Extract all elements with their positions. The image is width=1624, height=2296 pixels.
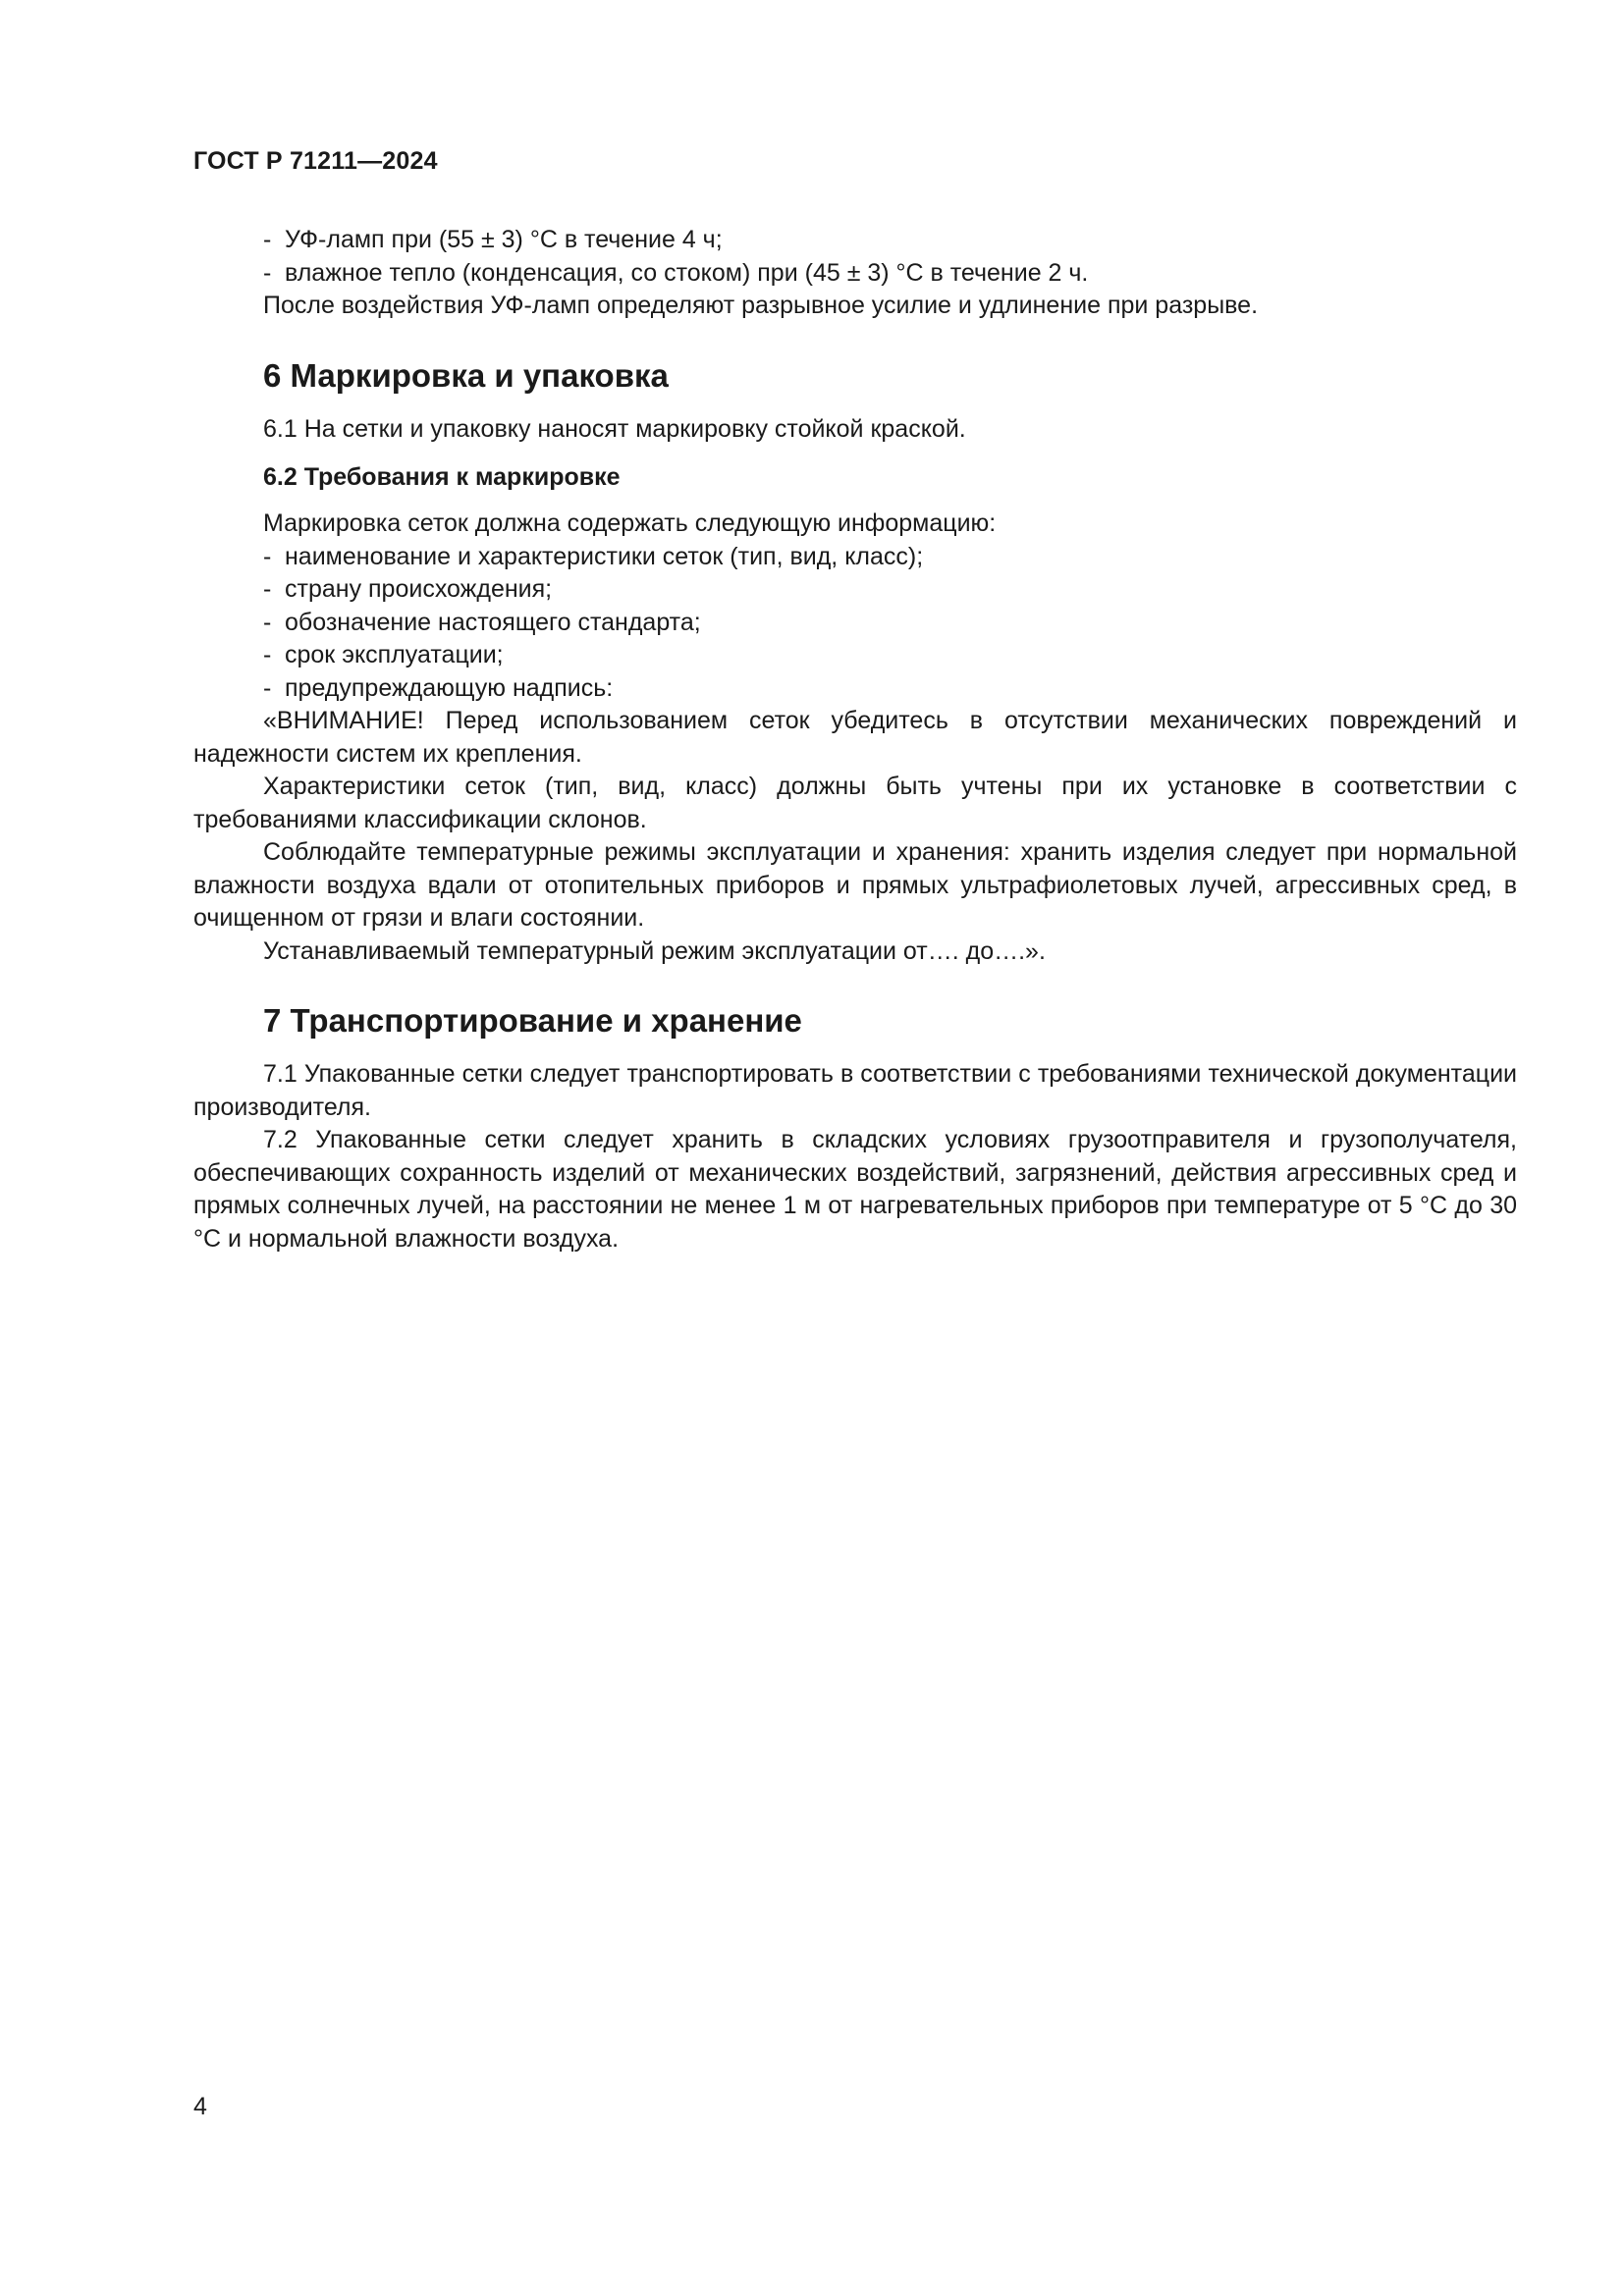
section-6-heading: 6 Маркировка и упаковка xyxy=(263,356,669,394)
clause-6-2-heading: 6.2 Требования к маркировке xyxy=(263,463,621,491)
document-code: ГОСТ Р 71211—2024 xyxy=(193,147,438,175)
list-item: - страну происхождения; xyxy=(263,575,553,603)
clause-7-2: 7.2 Упакованные сетки следует хранить в складских условиях грузоотправителя и грузополучателя, обеспечивающих сохранность изделий от механических воздействий, загрязнений, действия агрессивных сред и прямых солнечных лучей, на расстоянии не менее 1 м от нагревательных приборов при температуре от 5 °С до 30 °С и нормальной влажности воздуха. xyxy=(193,1126,1517,1253)
section-7-heading: 7 Транспортирование и хранение xyxy=(263,1002,802,1039)
clause-6-1: 6.1 На сетки и упаковку наносят маркировку стойкой краской. xyxy=(263,414,966,443)
warning-paragraph: Характеристики сеток (тип, вид, класс) должны быть учтены при их установке в соответствии с требованиями классификации склонов. xyxy=(193,773,1517,833)
warning-paragraph: Соблюдайте температурные режимы эксплуатации и хранения: хранить изделия следует при нормальной влажности воздуха вдали от отопительных приборов и прямых ультрафиолетовых лучей, агрессивных сред, в очищенном от грязи и влаги состоянии. xyxy=(193,838,1517,932)
warning-paragraph: Устанавливаемый температурный режим эксплуатации от…. до….». xyxy=(263,936,1046,965)
paragraph: После воздействия УФ-ламп определяют разрывное усилие и удлинение при разрыве. xyxy=(263,292,1259,319)
clause-7-1: 7.1 Упакованные сетки следует транспортировать в соответствии с требованиями технической документации производителя. xyxy=(193,1060,1517,1121)
list-item: - срок эксплуатации; xyxy=(263,641,504,668)
page-content xyxy=(193,224,1517,1255)
list-item: - наименование и характеристики сеток (тип, вид, класс); xyxy=(263,542,924,570)
list-item: - УФ-ламп при (55 ± 3) °С в течение 4 ч; xyxy=(263,226,723,253)
warning-paragraph: «ВНИМАНИЕ! Перед использованием сеток убедитесь в отсутствии механических повреждений и надежности систем их крепления. xyxy=(193,707,1517,768)
marking-lead: Маркировка сеток должна содержать следующую информацию: xyxy=(263,509,997,537)
list-item: - влажное тепло (конденсация, со стоком) при (45 ± 3) °С в течение 2 ч. xyxy=(263,258,1089,287)
page-number: 4 xyxy=(193,2093,207,2120)
list-item: - предупреждающую надпись: xyxy=(263,673,614,702)
list-item: - обозначение настоящего стандарта; xyxy=(263,608,701,636)
